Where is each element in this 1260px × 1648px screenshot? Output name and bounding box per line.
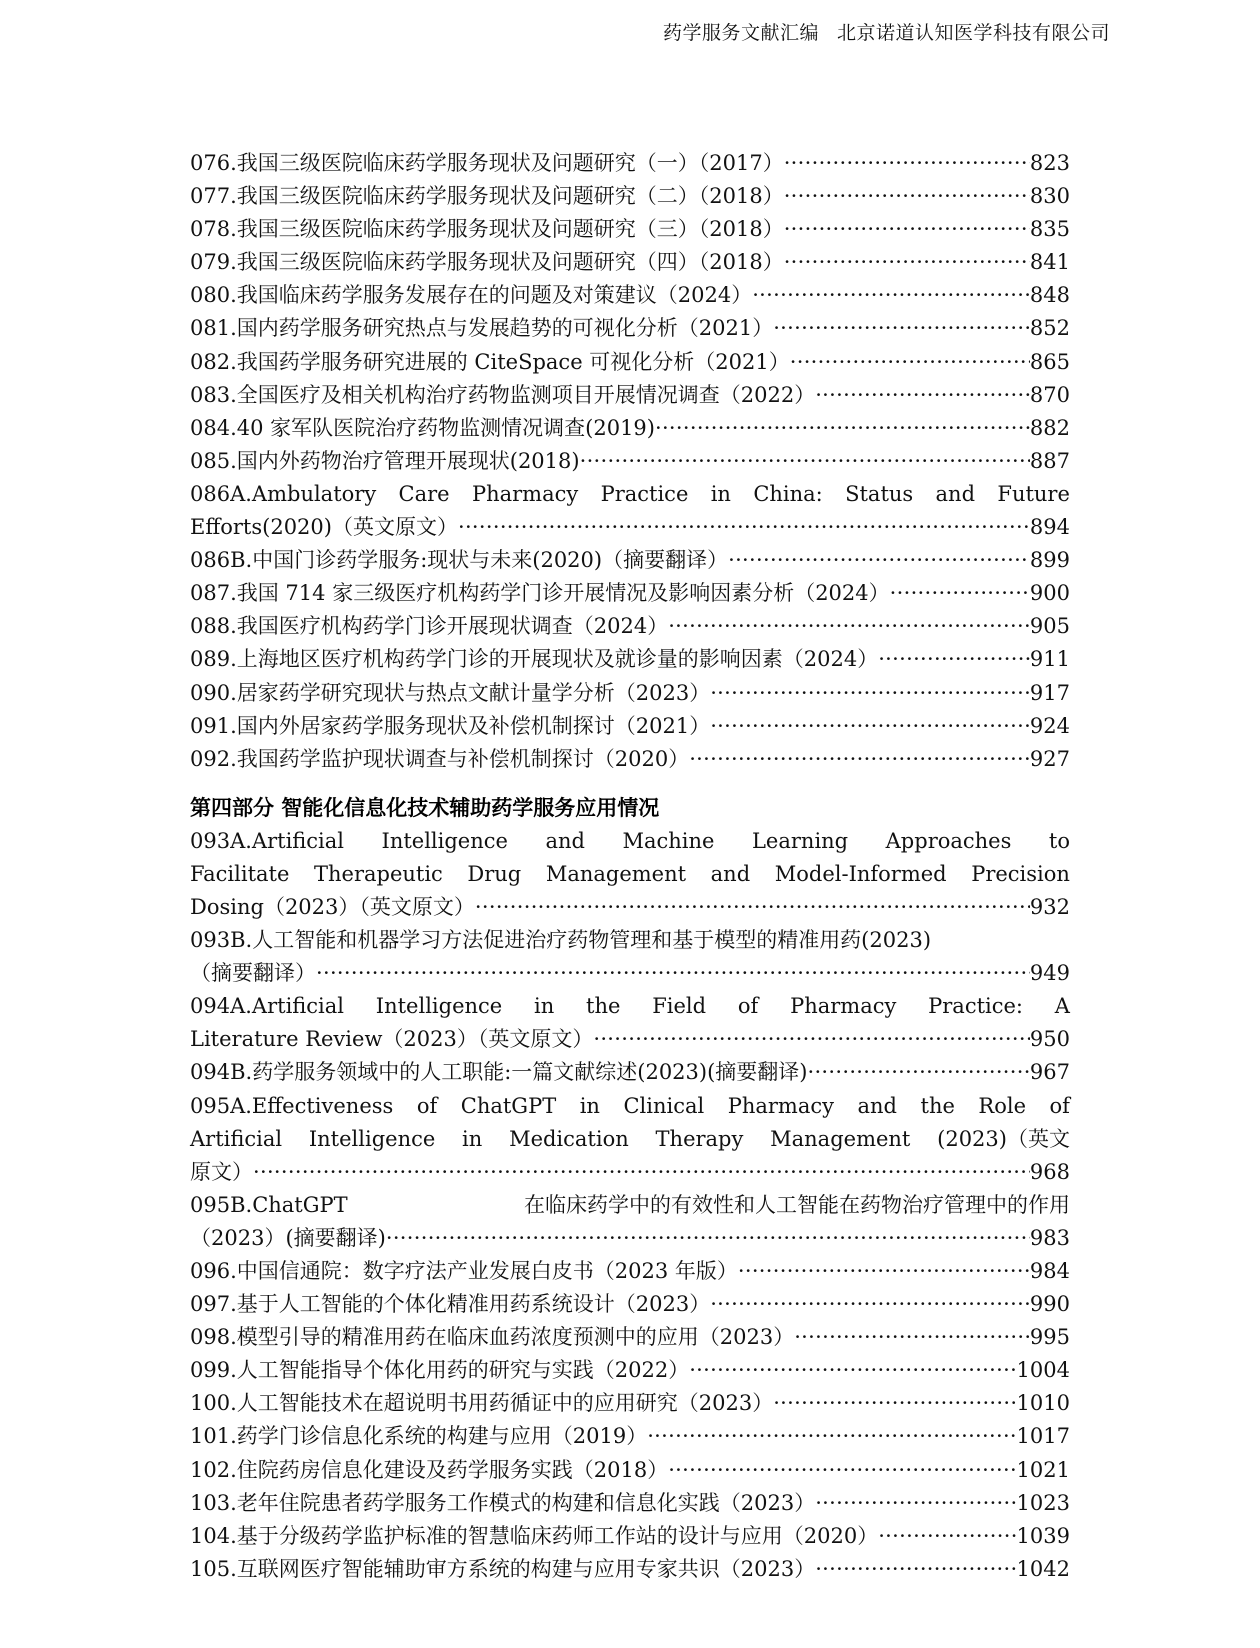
toc-entry-title-word: to	[1048, 828, 1070, 853]
toc-entry-final-line	[190, 577, 1070, 610]
dot-leader	[475, 891, 1030, 924]
toc-entry-title: 098.模型引导的精准用药在临床血药浓度预测中的应用（2023）	[190, 1325, 795, 1350]
page-number: 1039	[1016, 1523, 1070, 1548]
toc-entry[interactable]	[190, 677, 1070, 710]
toc-entry-title-word: of	[737, 994, 759, 1019]
toc-entry-title-word: in	[579, 1093, 600, 1118]
toc-entry-title-word: 094A.Artificial	[190, 994, 345, 1019]
toc-entry-title: Literature Review（2023）（英文原文）	[190, 1027, 594, 1052]
dot-leader	[815, 1487, 1016, 1520]
dot-leader	[790, 346, 1030, 379]
toc-entry-final-line	[190, 957, 1070, 990]
toc-entry-title: （摘要翻译）	[190, 961, 316, 986]
toc-entry-title-word: Management	[545, 861, 687, 886]
dot-leader	[647, 1420, 1016, 1453]
toc-entry-title-word: of	[416, 1093, 438, 1118]
toc-entry[interactable]	[190, 147, 1070, 180]
toc-entry-title-word: and	[935, 481, 976, 506]
header-publisher: 北京诺道认知医学科技有限公司	[836, 22, 1110, 44]
toc-entry-title-word: Status	[845, 481, 914, 506]
toc-entry-title-word: Therapeutic	[313, 861, 443, 886]
page-number: 927	[1029, 746, 1070, 771]
toc-entry-final-line	[190, 1354, 1070, 1387]
dot-leader	[784, 180, 1030, 213]
toc-entry-title-word: 095B.ChatGPT	[190, 1192, 348, 1217]
page-number: 1010	[1016, 1391, 1070, 1416]
toc-entry-title-word: 093B.人工智能和机器学习方法促进治疗药物管理和基于模型的精准用药(2023)	[190, 928, 932, 953]
toc-entry-final-line	[190, 445, 1070, 478]
toc-entry[interactable]	[190, 1056, 1070, 1089]
toc-entry[interactable]	[190, 1420, 1070, 1453]
toc-entry-title-line	[190, 1090, 1070, 1123]
toc-entry-title: 084.40 家军队医院治疗药物监测情况调查(2019)	[190, 415, 655, 440]
toc-entry[interactable]	[190, 1487, 1070, 1520]
toc-entry-title: 082.我国药学服务研究进展的 CiteSpace 可视化分析（2021）	[190, 349, 790, 374]
toc-entry-title: 104.基于分级药学监护标准的智慧临床药师工作站的设计与应用（2020）	[190, 1523, 879, 1548]
toc-entry-title-word: Future	[997, 481, 1070, 506]
toc-entry-final-line	[190, 1288, 1070, 1321]
page-number: 870	[1029, 382, 1070, 407]
dot-leader	[784, 246, 1030, 279]
toc-entry-title: 原文）	[190, 1159, 253, 1184]
toc-entry[interactable]	[190, 1520, 1070, 1553]
toc-entry-title-word: the	[586, 994, 621, 1019]
toc-entry[interactable]	[190, 610, 1070, 643]
toc-entry[interactable]	[190, 544, 1070, 577]
section-heading: 第四部分 智能化信息化技术辅助药学服务应用情况	[190, 795, 660, 820]
toc-entry-title: 092.我国药学监护现状调查与补偿机制探讨（2020）	[190, 746, 690, 771]
toc-entry-title: 105.互联网医疗智能辅助审方系统的构建与应用专家共识（2023）	[190, 1556, 816, 1581]
page-number: 1004	[1016, 1358, 1070, 1383]
toc-entry-title: 097.基于人工智能的个体化精准用药系统设计（2023）	[190, 1292, 711, 1317]
toc-entry-title-word: Model-Informed	[774, 861, 947, 886]
toc-entry-title: 096.中国信通院：数字疗法产业发展白皮书（2023 年版）	[190, 1259, 738, 1283]
toc-entry[interactable]	[190, 412, 1070, 445]
toc-group-part3	[190, 147, 1070, 776]
dot-leader	[668, 610, 1030, 643]
toc-entry-title-word: and	[545, 828, 585, 853]
toc-entry-title-word: A	[1054, 994, 1070, 1019]
dot-leader	[890, 577, 1030, 610]
toc-entry-title-word: Drug	[467, 861, 522, 886]
dot-leader	[710, 677, 1030, 710]
toc-entry-title: 076.我国三级医院临床药学服务现状及问题研究（一）（2017）	[190, 151, 784, 175]
page-number: 899	[1029, 548, 1070, 573]
page-number: 924	[1029, 713, 1070, 738]
toc-entry-title-word: Pharmacy	[790, 994, 897, 1019]
toc-entry-title-word: 在临床药学中的有效性和人工智能在药物治疗管理中的作用	[524, 1192, 1070, 1217]
toc-entry-title: 088.我国医疗机构药学门诊开展现状调查（2024）	[190, 614, 669, 639]
toc-entry-title-word: Intelligence	[381, 828, 508, 853]
toc-entry-final-line	[190, 180, 1070, 213]
toc-entry-final-line	[190, 1255, 1070, 1288]
toc-entry-final-line	[190, 1553, 1070, 1586]
toc-entry-title-word: (2023)（英文	[937, 1126, 1070, 1151]
dot-leader	[580, 445, 1030, 478]
toc-entry-title: 103.老年住院患者药学服务工作模式的构建和信息化实践（2023）	[190, 1490, 816, 1515]
toc-entry-final-line	[190, 1222, 1070, 1255]
toc-entry-title-word: the	[920, 1093, 955, 1118]
toc-entry-title: Dosing（2023）（英文原文）	[190, 894, 475, 919]
toc-entry[interactable]	[190, 1454, 1070, 1487]
toc-entry-title-word: Facilitate	[190, 861, 290, 886]
toc-entry[interactable]	[190, 379, 1070, 412]
page-number: 1023	[1016, 1490, 1070, 1515]
dot-leader	[773, 1387, 1016, 1420]
toc-entry-title-word: ChatGPT	[460, 1093, 557, 1118]
toc-entry-title-line	[190, 1123, 1070, 1156]
toc-entry[interactable]	[190, 180, 1070, 213]
page-number: 983	[1029, 1225, 1070, 1250]
toc-entry-title-word: 095A.Effectiveness	[190, 1093, 394, 1118]
page-number: 841	[1029, 250, 1070, 275]
dot-leader	[815, 379, 1030, 412]
toc-entry-title: 083.全国医疗及相关机构治疗药物监测项目开展情况调查（2022）	[190, 382, 816, 407]
toc-entry-final-line	[190, 643, 1070, 676]
toc-entry-title: 091.国内外居家药学服务现状及补偿机制探讨（2021）	[190, 713, 711, 738]
page-number: 823	[1029, 151, 1070, 175]
page-number: 894	[1029, 515, 1070, 540]
toc-entry-final-line	[190, 1487, 1070, 1520]
page-number: 932	[1029, 894, 1070, 919]
toc-entry-title-line	[190, 858, 1070, 891]
toc-entry-title-line	[190, 990, 1070, 1023]
toc-entry-title-word: of	[1049, 1093, 1070, 1118]
toc-entry-title: 094B.药学服务领域中的人工职能:一篇文献综述(2023)(摘要翻译)	[190, 1060, 808, 1085]
toc-entry-title: 080.我国临床药学服务发展存在的问题及对策建议（2024）	[190, 283, 753, 308]
toc-entry[interactable]	[190, 1189, 1070, 1255]
dot-leader	[752, 279, 1030, 312]
toc-entry[interactable]	[190, 643, 1070, 676]
page-number: 950	[1029, 1027, 1070, 1052]
page-number: 917	[1029, 680, 1070, 705]
toc-entry-title-word: Intelligence	[375, 994, 503, 1019]
toc-entry-title: （2023）(摘要翻译)	[190, 1225, 386, 1250]
toc-entry-title-word: Learning	[751, 828, 849, 853]
toc-entry-title: 085.国内外药物治疗管理开展现状(2018)	[190, 448, 580, 473]
toc-entry-title: 099.人工智能指导个体化用药的研究与实践（2022）	[190, 1358, 690, 1383]
toc-entry-title-word: 086A.Ambulatory	[190, 481, 377, 506]
toc-entry-title-word: Machine	[622, 828, 715, 853]
dot-leader	[807, 1056, 1029, 1089]
toc-entry-final-line	[190, 511, 1070, 544]
toc-entry-title-word: China:	[753, 481, 823, 506]
toc-entry-title: 090.居家药学研究现状与热点文献计量学分析（2023）	[190, 680, 711, 705]
toc-entry-final-line	[190, 677, 1070, 710]
toc-entry-title-word: Management	[770, 1126, 911, 1151]
dot-leader	[794, 1321, 1030, 1354]
toc-entry-title-line	[190, 478, 1070, 511]
toc-entry-title-word: Therapy	[655, 1126, 744, 1151]
toc-entry-title-word: Approaches	[885, 828, 1012, 853]
toc-entry-title: 078.我国三级医院临床药学服务现状及问题研究（三）（2018）	[190, 217, 784, 242]
toc-entry[interactable]	[190, 1321, 1070, 1354]
page-number: 830	[1029, 184, 1070, 209]
toc-entry-final-line	[190, 1520, 1070, 1553]
dot-leader	[784, 147, 1030, 180]
toc-entry-final-line	[190, 312, 1070, 345]
dot-leader	[773, 312, 1030, 345]
toc-entry-title-word: in	[710, 481, 731, 506]
toc-entry-title-word: Pharmacy	[471, 481, 579, 506]
toc-entry-final-line	[190, 1420, 1070, 1453]
toc-entry[interactable]	[190, 1288, 1070, 1321]
toc-entry-title-line	[190, 825, 1070, 858]
toc-entry-title: 100.人工智能技术在超说明书用药循证中的应用研究（2023）	[190, 1391, 774, 1416]
toc-entry[interactable]	[190, 924, 1070, 990]
toc-entry-title-word: Pharmacy	[727, 1093, 834, 1118]
page-number: 835	[1029, 217, 1070, 242]
toc-entry-title: 089.上海地区医疗机构药学门诊的开展现状及就诊量的影响因素（2024）	[190, 647, 879, 672]
toc-entry-title-word: 093A.Artificial	[190, 828, 345, 853]
page-number: 1042	[1016, 1556, 1070, 1581]
page-number: 984	[1029, 1259, 1070, 1283]
toc-entry-title-line	[190, 924, 1070, 957]
toc-entry-title: 086B.中国门诊药学服务:现状与未来(2020)（摘要翻译）	[190, 548, 729, 573]
toc-entry-final-line	[190, 891, 1070, 924]
toc-entry-title-word: in	[534, 994, 555, 1019]
dot-leader	[784, 213, 1030, 246]
toc-entry-final-line	[190, 213, 1070, 246]
toc-entry-final-line	[190, 1321, 1070, 1354]
dot-leader	[815, 1553, 1016, 1586]
toc-entry[interactable]	[190, 1553, 1070, 1586]
toc-entry-title: Efforts(2020)（英文原文）	[190, 515, 458, 540]
toc-entry-title-word: Practice:	[928, 994, 1024, 1019]
toc-entry[interactable]	[190, 577, 1070, 610]
dot-leader	[316, 957, 1030, 990]
toc-entry-title: 077.我国三级医院临床药学服务现状及问题研究（二）（2018）	[190, 184, 784, 209]
toc-entry-title-word: Medication	[509, 1126, 629, 1151]
page-number: 967	[1029, 1060, 1070, 1085]
toc-entry-title-word: Care	[398, 481, 450, 506]
page-number: 900	[1029, 581, 1070, 606]
toc-entry-title: 087.我国 714 家三级医疗机构药学门诊开展情况及影响因素分析（2024）	[190, 581, 890, 606]
dot-leader	[710, 1288, 1030, 1321]
page-number: 1017	[1016, 1424, 1070, 1449]
page-number: 1021	[1016, 1457, 1070, 1482]
dot-leader	[458, 511, 1030, 544]
header-book-title: 药学服务文献汇编	[662, 22, 819, 44]
toc-entry-final-line	[190, 346, 1070, 379]
toc-entry-final-line	[190, 279, 1070, 312]
dot-leader	[738, 1255, 1030, 1288]
dot-leader	[593, 1023, 1030, 1056]
page-number: 905	[1029, 614, 1070, 639]
toc-entry-final-line	[190, 147, 1070, 180]
toc-entry[interactable]	[190, 279, 1070, 312]
toc-entry[interactable]	[190, 312, 1070, 345]
dot-leader	[253, 1156, 1030, 1189]
dot-leader	[710, 710, 1030, 743]
toc-entry[interactable]	[190, 1387, 1070, 1420]
toc-entry[interactable]	[190, 743, 1070, 776]
toc-entry[interactable]	[190, 990, 1070, 1056]
toc-entry-title-word: Artificial	[190, 1126, 283, 1151]
toc-entry-final-line	[190, 1156, 1070, 1189]
page-number: 882	[1029, 415, 1070, 440]
toc-entry-title: 102.住院药房信息化建设及药学服务实践（2018）	[190, 1457, 669, 1482]
toc-entry-title-word: Clinical	[623, 1093, 705, 1118]
toc-entry-title-word: Intelligence	[308, 1126, 436, 1151]
toc-group-part4	[190, 825, 1070, 1586]
table-of-contents	[190, 147, 1070, 1586]
toc-entry[interactable]	[190, 478, 1070, 544]
toc-entry[interactable]	[190, 710, 1070, 743]
dot-leader	[728, 544, 1030, 577]
toc-entry-title: 079.我国三级医院临床药学服务现状及问题研究（四）（2018）	[190, 250, 784, 275]
toc-entry[interactable]	[190, 1090, 1070, 1189]
toc-entry-final-line	[190, 743, 1070, 776]
toc-entry-final-line	[190, 1056, 1070, 1089]
dot-leader	[689, 1354, 1016, 1387]
toc-entry-final-line	[190, 710, 1070, 743]
toc-entry[interactable]	[190, 445, 1070, 478]
toc-entry-final-line	[190, 1023, 1070, 1056]
page-number: 852	[1029, 316, 1070, 341]
page-number: 968	[1029, 1159, 1070, 1184]
toc-entry-title-line	[190, 1189, 1070, 1222]
page-number: 865	[1029, 349, 1070, 374]
dot-leader	[878, 1520, 1016, 1553]
dot-leader	[655, 412, 1030, 445]
page-number: 995	[1029, 1325, 1070, 1350]
toc-entry[interactable]	[190, 1255, 1070, 1288]
page-number: 949	[1029, 961, 1070, 986]
toc-entry-title-word: Practice	[600, 481, 689, 506]
toc-entry-title-word: Precision	[971, 861, 1070, 886]
toc-entry-title-word: Role	[978, 1093, 1027, 1118]
dot-leader	[689, 743, 1030, 776]
toc-entry-title-word: Field	[652, 994, 707, 1019]
toc-entry-final-line	[190, 610, 1070, 643]
dot-leader	[668, 1454, 1016, 1487]
page-number: 887	[1029, 448, 1070, 473]
toc-entry[interactable]	[190, 346, 1070, 379]
toc-entry[interactable]	[190, 246, 1070, 279]
toc-entry-title-word: in	[462, 1126, 483, 1151]
toc-entry-title: 101.药学门诊信息化系统的构建与应用（2019）	[190, 1424, 648, 1449]
toc-entry[interactable]	[190, 825, 1070, 924]
toc-entry[interactable]	[190, 213, 1070, 246]
page-number: 911	[1029, 647, 1070, 672]
toc-entry-final-line	[190, 412, 1070, 445]
running-header	[663, 18, 1110, 45]
toc-entry-title-word: and	[857, 1093, 897, 1118]
toc-entry-final-line	[190, 379, 1070, 412]
dot-leader	[386, 1222, 1030, 1255]
page-number: 848	[1029, 283, 1070, 308]
toc-entry-final-line	[190, 544, 1070, 577]
toc-entry-final-line	[190, 1387, 1070, 1420]
dot-leader	[878, 643, 1030, 676]
toc-entry-title-word: and	[710, 861, 751, 886]
toc-entry-final-line	[190, 1454, 1070, 1487]
toc-entry[interactable]	[190, 1354, 1070, 1387]
toc-entry-final-line	[190, 246, 1070, 279]
toc-entry-title: 081.国内药学服务研究热点与发展趋势的可视化分析（2021）	[190, 316, 774, 341]
page-number: 990	[1029, 1292, 1070, 1317]
